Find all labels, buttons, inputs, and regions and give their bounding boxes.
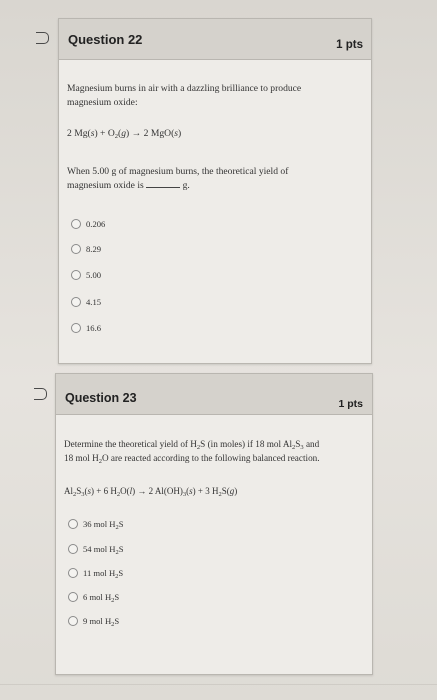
answer-option[interactable]: 36 mol $H_2S$ bbox=[68, 519, 124, 529]
question-stem: Magnesium burns in air with a dazzling brilliance to produce magnesium oxide: bbox=[67, 83, 302, 108]
answer-blank bbox=[146, 179, 180, 188]
answer-option[interactable]: 16.6 bbox=[71, 323, 101, 333]
answer-option[interactable]: 8.29 bbox=[71, 244, 101, 254]
flag-icon[interactable] bbox=[36, 32, 49, 44]
radio-icon[interactable] bbox=[71, 219, 81, 229]
divider bbox=[0, 684, 437, 685]
radio-icon[interactable] bbox=[71, 323, 81, 333]
flag-icon[interactable] bbox=[34, 388, 47, 400]
answer-option[interactable]: 0.206 bbox=[71, 219, 105, 229]
question-points: 1 pts bbox=[338, 398, 363, 410]
question-title: Question 22 bbox=[68, 32, 143, 47]
question-23-card bbox=[55, 373, 373, 675]
question-prompt: When 5.00 g of magnesium burns, the theoretical yield of magnesium oxide is g. bbox=[67, 166, 289, 191]
radio-icon[interactable] bbox=[68, 519, 78, 529]
question-points: 1 pts bbox=[336, 39, 363, 51]
chemical-equation: 2 $Mg(s) + O_2(g) \to 2$ MgO(s) bbox=[67, 128, 182, 140]
radio-icon[interactable] bbox=[71, 270, 81, 280]
radio-icon[interactable] bbox=[71, 297, 81, 307]
question-stem: Determine the theoretical yield of $H_2S$ (in moles) if 18 mol $Al_2S_3$ and 18 mol $H_2O$ are reacted according to the following balanced reaction. bbox=[64, 439, 320, 465]
answer-option[interactable]: 4.15 bbox=[71, 297, 101, 307]
question-22-card bbox=[58, 18, 372, 364]
radio-icon[interactable] bbox=[68, 616, 78, 626]
answer-option[interactable]: 54 mol $H_2S$ bbox=[68, 544, 124, 554]
radio-icon[interactable] bbox=[68, 592, 78, 602]
answer-option[interactable]: 6 mol $H_2S$ bbox=[68, 592, 119, 602]
radio-icon[interactable] bbox=[68, 568, 78, 578]
radio-icon[interactable] bbox=[68, 544, 78, 554]
answer-option[interactable]: 11 mol $H_2S$ bbox=[68, 568, 123, 578]
chemical-equation: $Al_2S_3(s) + 6$ $H_2O(l) \to 2$ $Al(OH)_3(s) + 3$ $H_2S(g)$ bbox=[64, 486, 238, 498]
answer-option[interactable]: 9 mol $H_2S$ bbox=[68, 616, 119, 626]
question-title: Question 23 bbox=[65, 391, 137, 405]
answer-option[interactable]: 5.00 bbox=[71, 270, 101, 280]
radio-icon[interactable] bbox=[71, 244, 81, 254]
